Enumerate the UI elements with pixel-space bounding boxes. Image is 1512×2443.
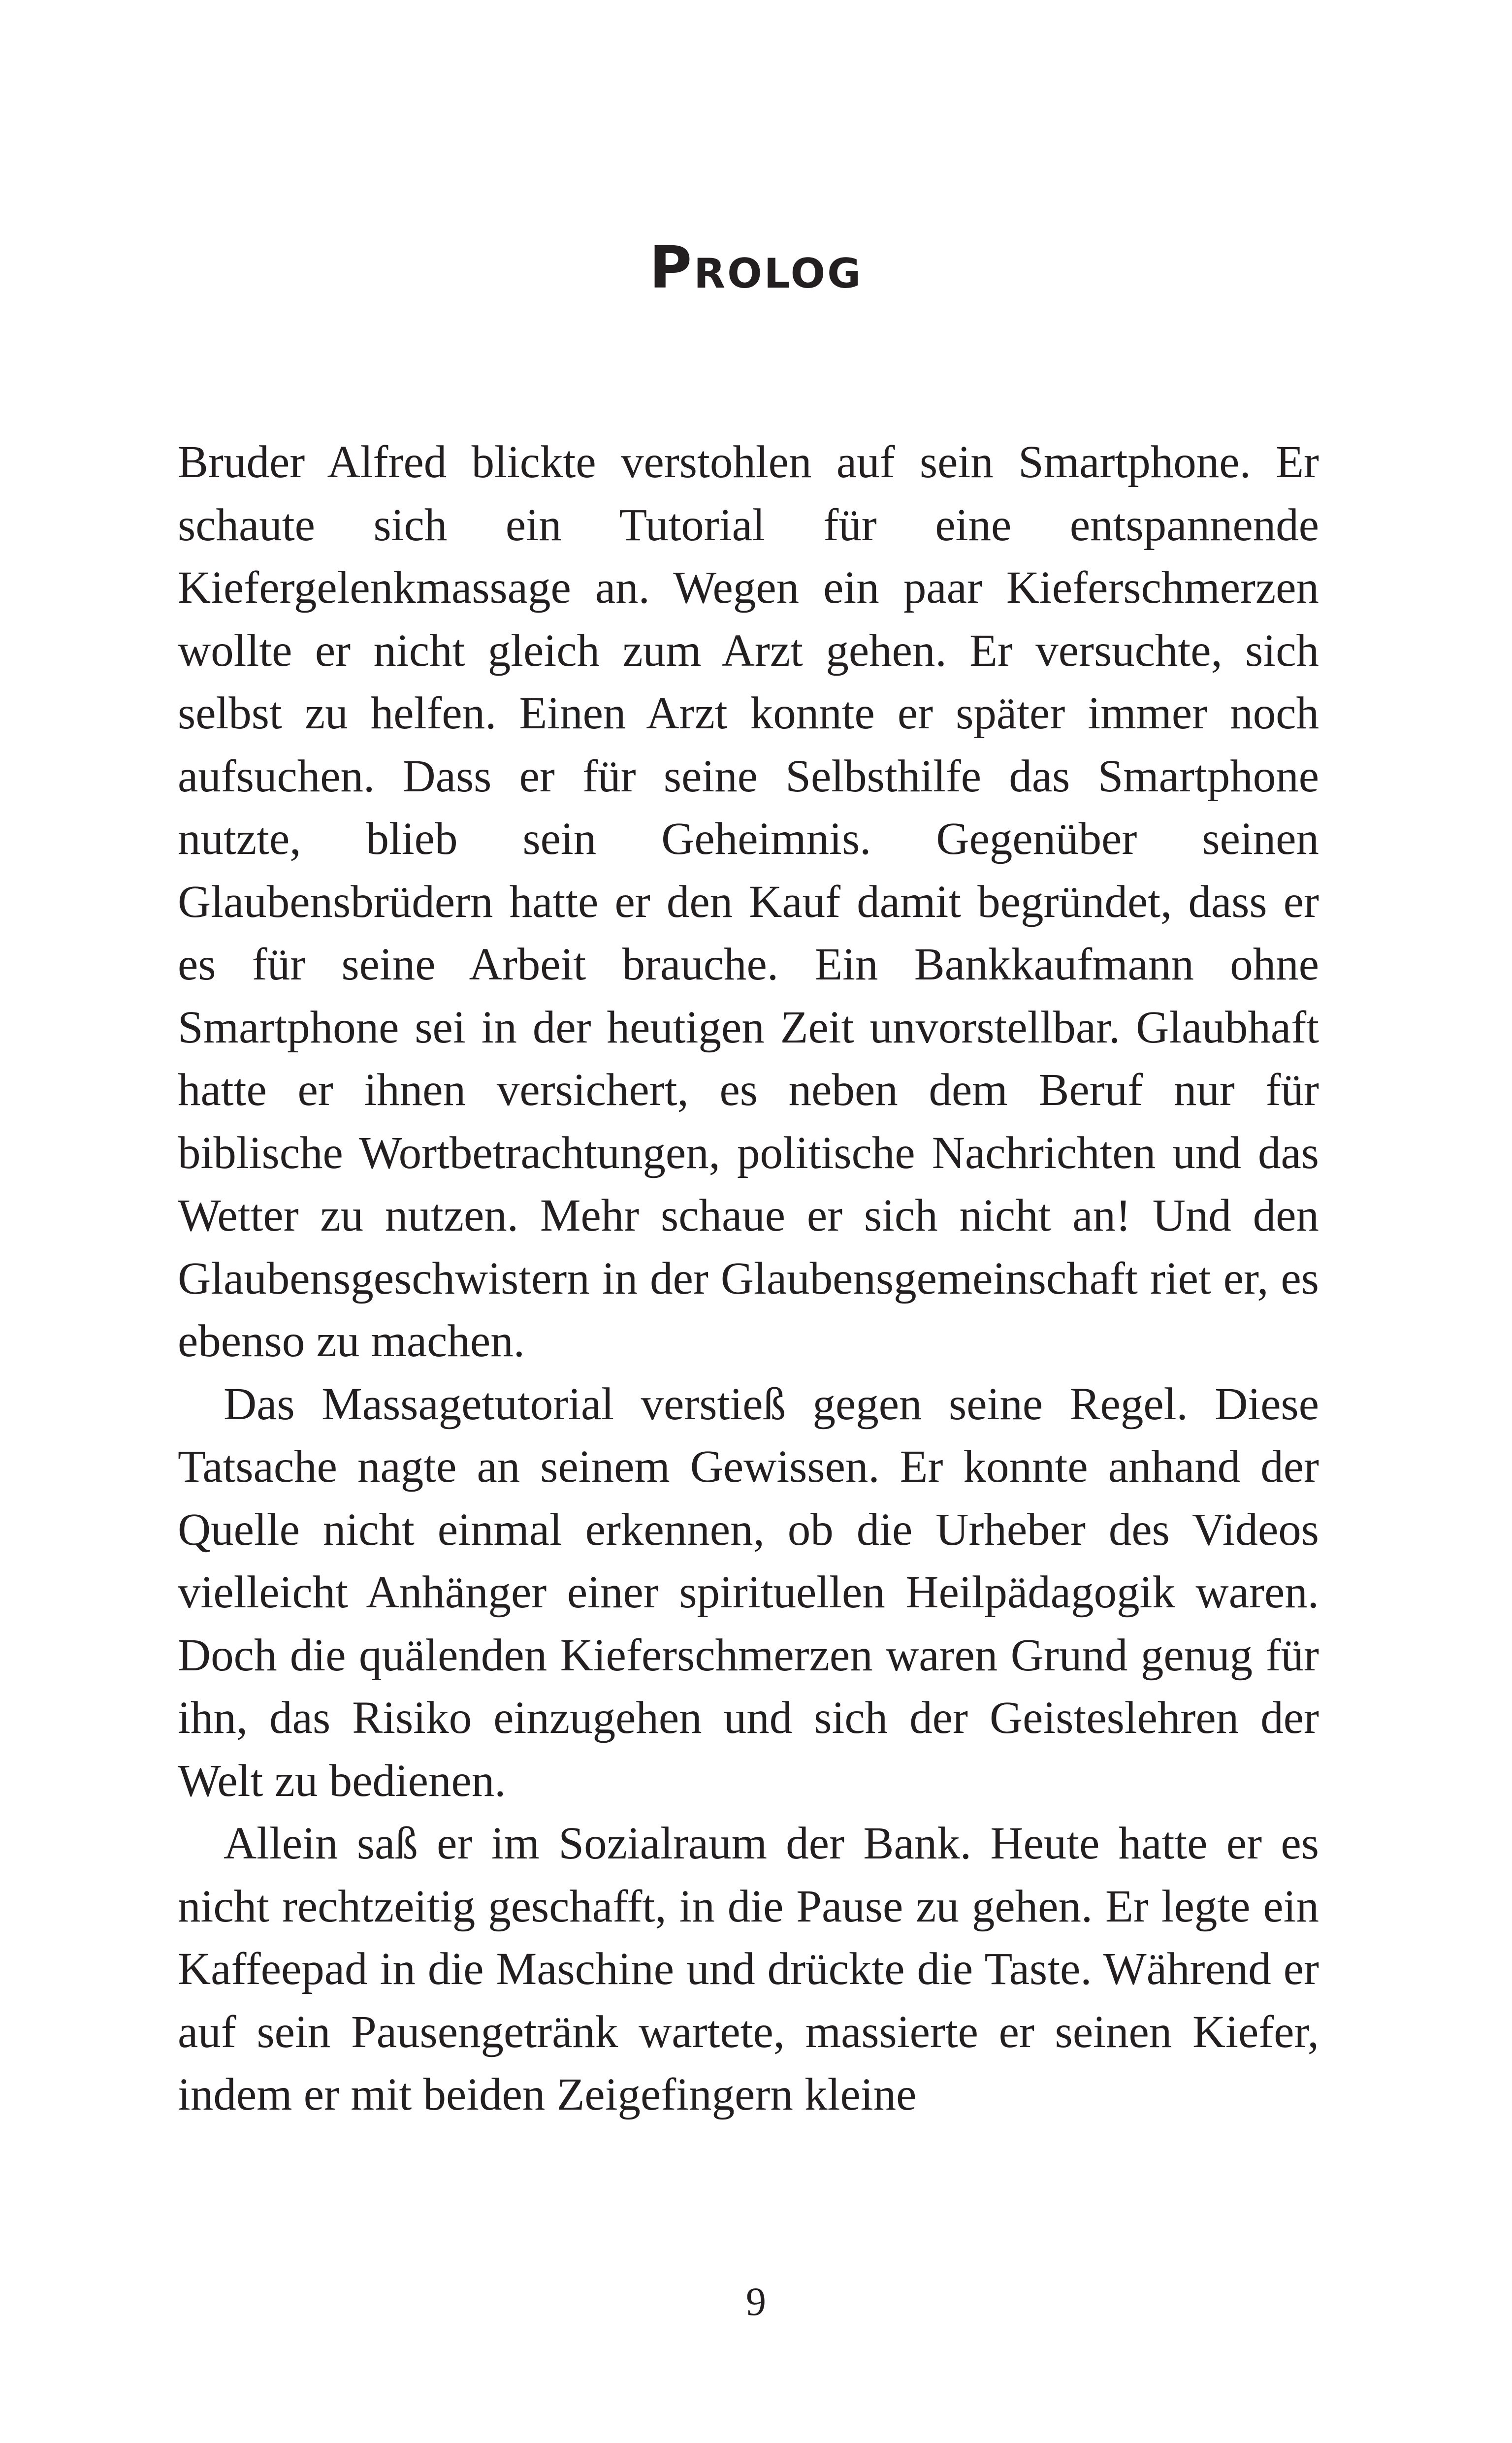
paragraph-1: Bruder Alfred blickte verstohlen auf sein Smartphone. Er schaute sich ein Tutorial für eine entspannende Kiefergelenkmassage an. Wegen ein paar Kieferschmerzen wollte er nicht gleich zum Arzt gehen. Er versuchte, sich selbst zu helfen. Einen Arzt konnte er später immer noch aufsuchen. Dass er für seine Selbsthilfe das Smartphone nutzte, blieb sein Geheimnis. Gegenüber seinen Glaubensbrüdern hatte er den Kauf damit begründet, dass er es für seine Arbeit brauche. Ein Bankkaufmann ohne Smartphone sei in der heutigen Zeit unvorstellbar. Glaubhaft hatte er ihnen versichert, es neben dem Beruf nur für biblische Wortbetrachtungen, politische Nachrichten und das Wetter zu nutzen. Mehr schaue er sich nicht an! Und den Glaubensgeschwistern in der Glaubensgemeinschaft riet er, es ebenso zu machen. <box>178 437 1319 1367</box>
paragraph-2: Das Massagetutorial verstieß gegen seine Regel. Diese Tatsache nagte an seinem Gewissen. Er konnte anhand der Quelle nicht einmal erkennen, ob die Urheber des Videos vielleicht Anhänger einer spirituellen Heilpädagogik waren. Doch die quälenden Kieferschmerzen waren Grund genug für ihn, das Risiko einzugehen und sich der Geisteslehren der Welt zu bedienen. <box>178 1378 1319 1806</box>
page-number: 9 <box>746 2279 766 2324</box>
chapter-title: Prolog <box>649 233 863 302</box>
body-text <box>178 431 1319 2126</box>
paragraph-3: Allein saß er im Sozialraum der Bank. Heute hatte er es nicht rechtzeitig geschafft, in die Pause zu gehen. Er legte ein Kaffeepad in die Maschine und drückte die Taste. Während er auf sein Pausengetränk wartete, massierte er seinen Kiefer, indem er mit beiden Zeigefingern kleine <box>178 1818 1319 2120</box>
